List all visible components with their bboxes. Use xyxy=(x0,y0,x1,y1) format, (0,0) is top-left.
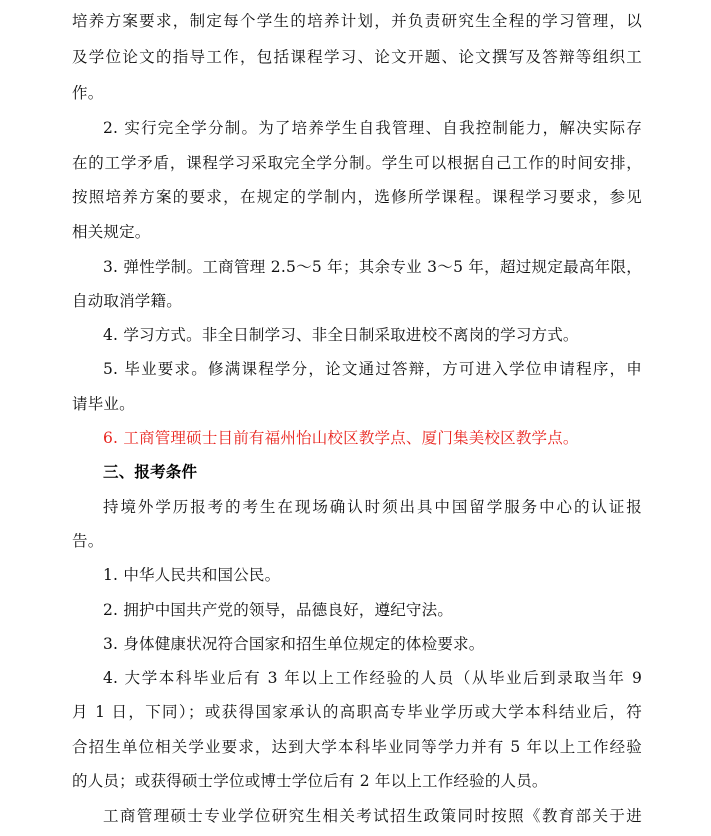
text-line: 4. 学习方式。非全日制学习、非全日制采取进校不离岗的学习方式。 xyxy=(103,326,579,344)
text-line: 的人员；或获得硕士学位或博士学位后有 2 年以上工作经验的人员。 xyxy=(72,772,548,790)
text-line-highlighted: 6. 工商管理硕士目前有福州怡山校区教学点、厦门集美校区教学点。 xyxy=(103,429,579,447)
text-line: 2. 拥护中国共产党的领导，品德良好，遵纪守法。 xyxy=(103,601,454,619)
text-line: 合招生单位相关学业要求，达到大学本科毕业同等学力并有 5 年以上工作经验 xyxy=(72,738,642,756)
text-line: 在的工学矛盾，课程学习采取完全学分制。学生可以根据自己工作的时间安排， xyxy=(72,154,642,172)
text-line: 4. 大学本科毕业后有 3 年以上工作经验的人员（从毕业后到录取当年 9 xyxy=(103,669,642,687)
text-line: 3. 弹性学制。工商管理 2.5～5 年；其余专业 3～5 年，超过规定最高年限， xyxy=(103,258,642,276)
text-line: 1. 中华人民共和国公民。 xyxy=(103,566,281,584)
text-line: 持境外学历报考的考生在现场确认时须出具中国留学服务中心的认证报 xyxy=(103,498,642,516)
text-line: 月 1 日，下同）；或获得国家承认的高职高专毕业学历或大学本科结业后，符 xyxy=(72,703,642,721)
text-line: 自动取消学籍。 xyxy=(72,292,182,310)
text-line: 按照培养方案的要求，在规定的学制内，选修所学课程。课程学习要求，参见 xyxy=(72,188,642,206)
text-line: 工商管理硕士专业学位研究生相关考试招生政策同时按照《教育部关于进 xyxy=(103,807,642,825)
text-line: 培养方案要求，制定每个学生的培养计划，并负责研究生全程的学习管理，以 xyxy=(72,12,642,30)
text-line: 2. 实行完全学分制。为了培养学生自我管理、自我控制能力，解决实际存 xyxy=(103,119,642,137)
text-line: 相关规定。 xyxy=(72,223,151,241)
text-line: 及学位论文的指导工作，包括课程学习、论文开题、论文撰写及答辩等组织工 xyxy=(72,48,642,66)
text-line: 请毕业。 xyxy=(72,395,135,413)
text-line: 告。 xyxy=(72,532,104,550)
text-line: 3. 身体健康状况符合国家和招生单位规定的体检要求。 xyxy=(103,635,485,653)
text-line: 5. 毕业要求。修满课程学分，论文通过答辩，方可进入学位申请程序，申 xyxy=(103,360,642,378)
section-heading: 三、报考条件 xyxy=(103,462,198,481)
text-line: 作。 xyxy=(72,84,104,102)
